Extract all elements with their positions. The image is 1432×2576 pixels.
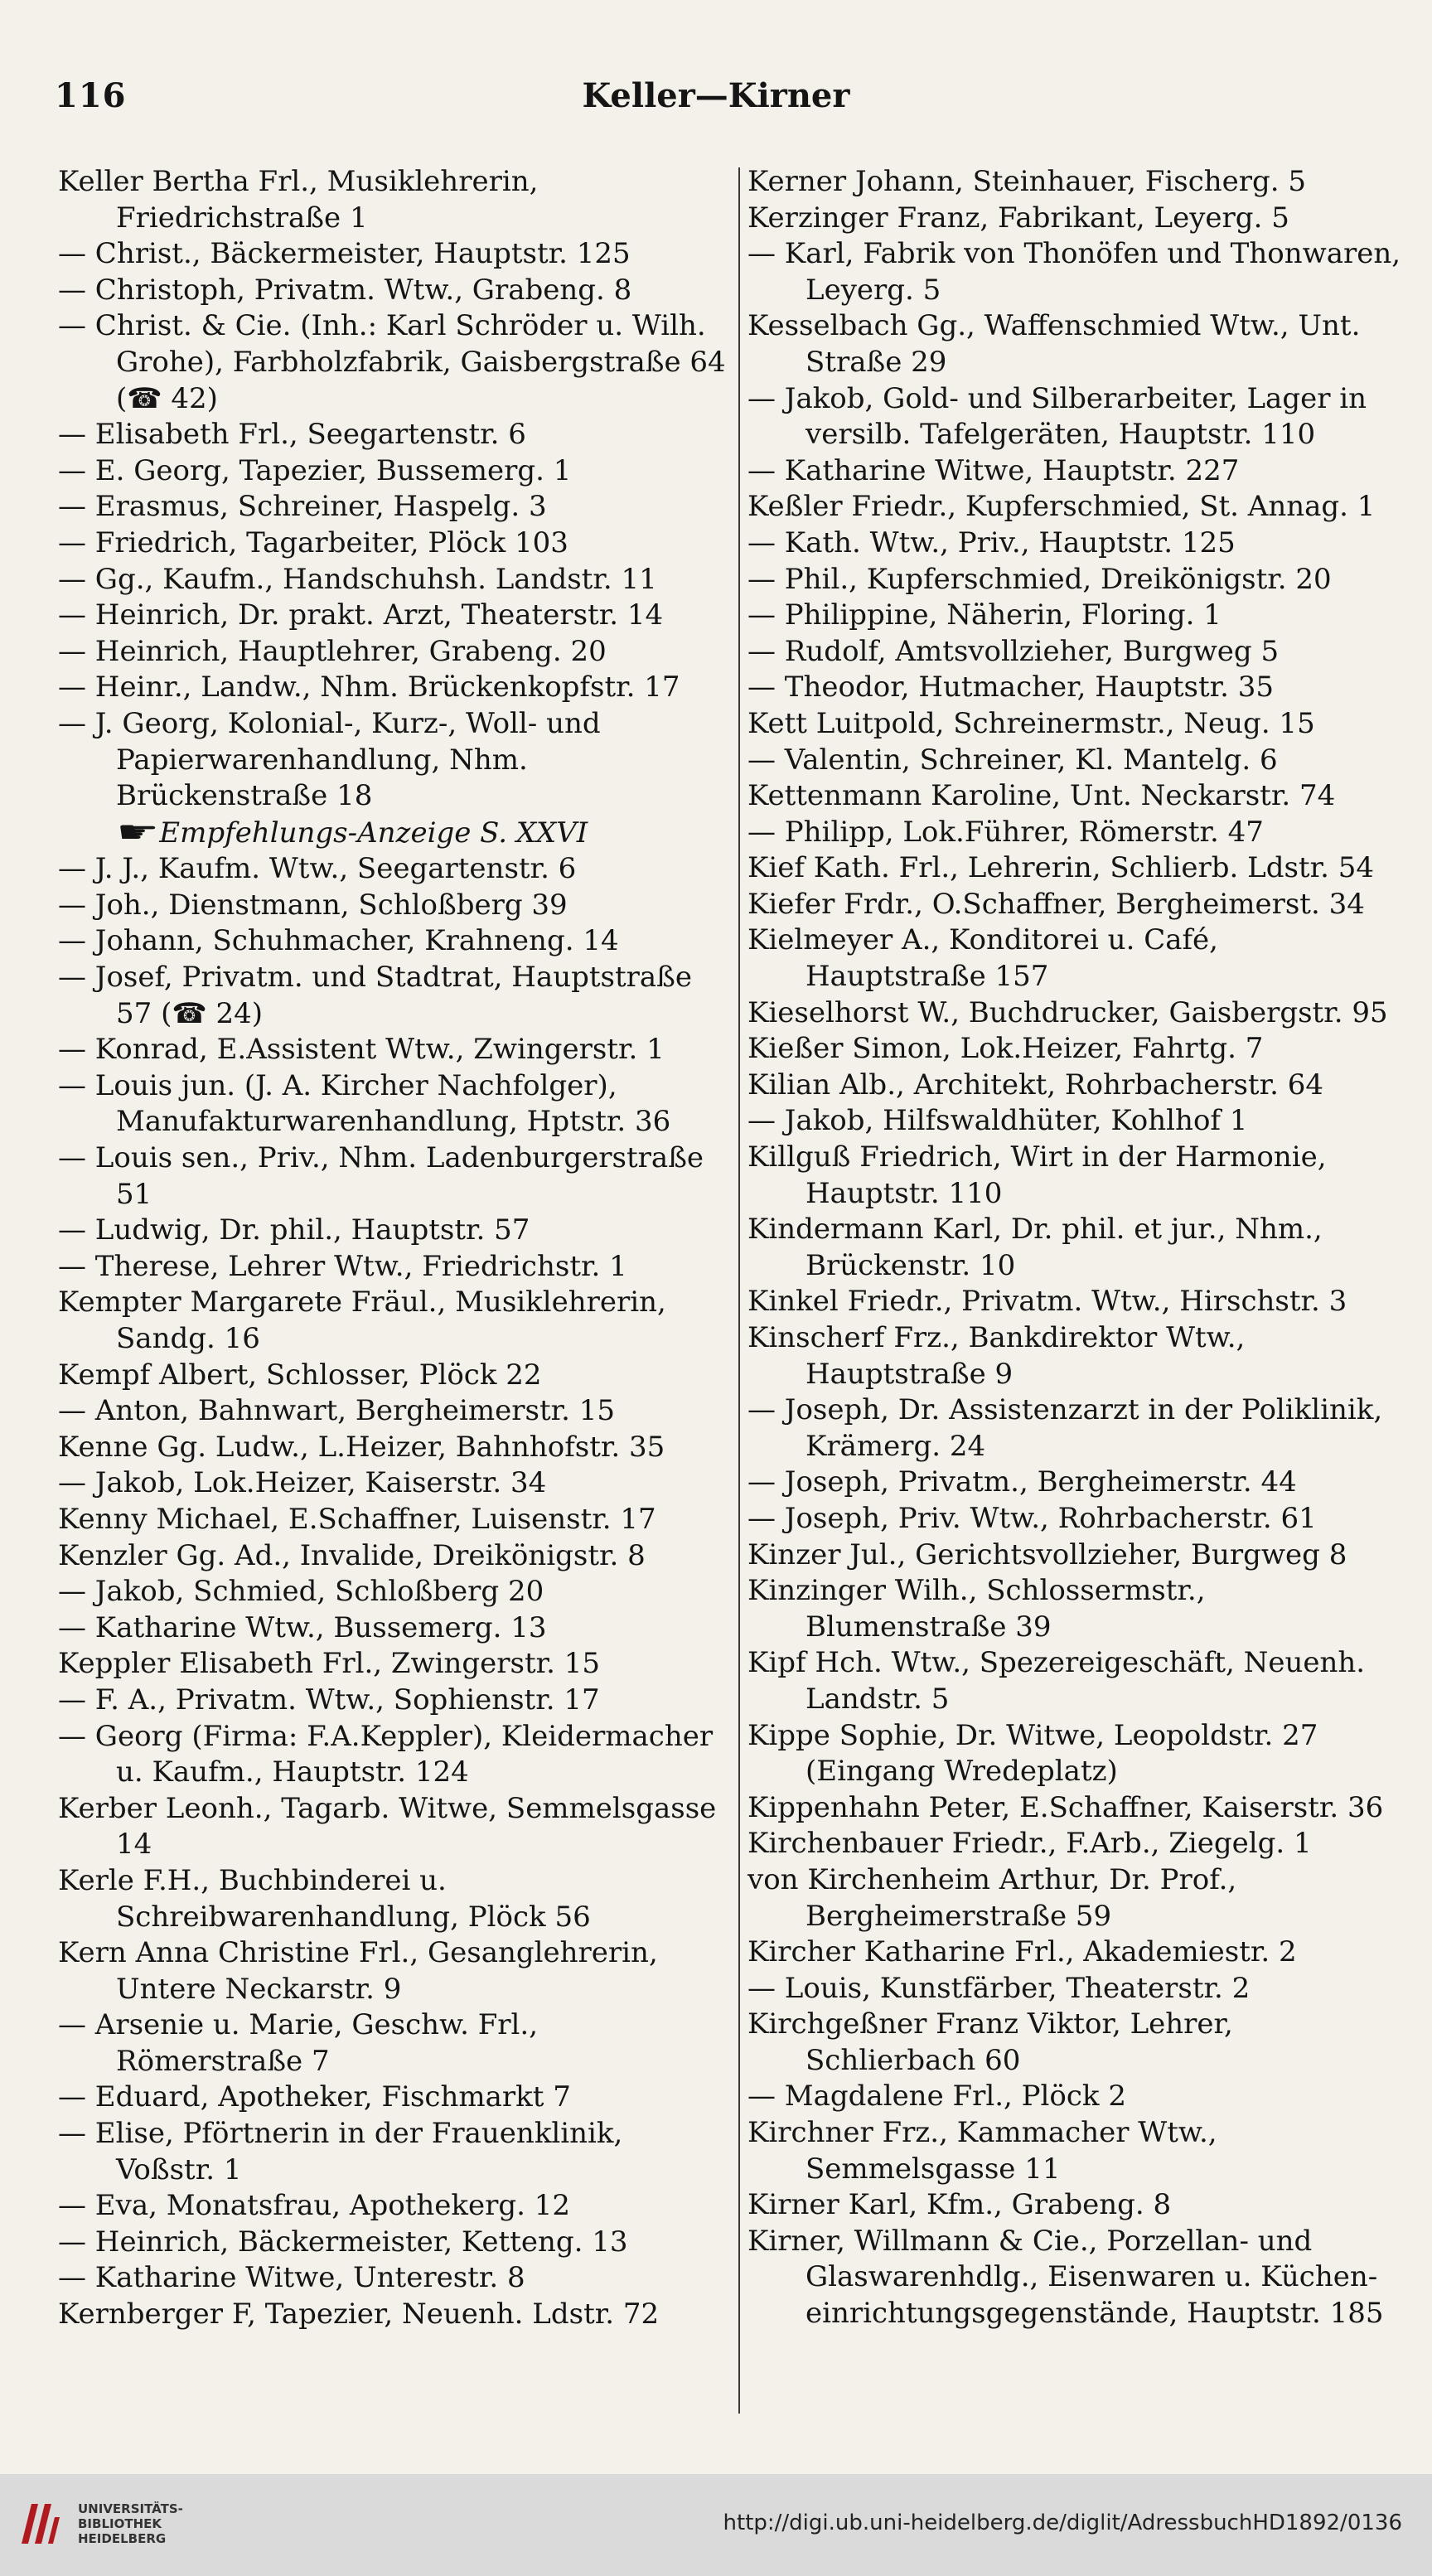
directory-entry: Keppler Elisabeth Frl., Zwingerstr. 15 — [58, 1647, 601, 1681]
directory-entry: Kernberger F, Tapezier, Neuenh. Ldstr. 72 — [58, 2298, 660, 2331]
directory-entry: Kiefer Frdr., O.Schaffner, Bergheimerst. 34 — [747, 887, 1365, 921]
directory-entry: — Johann, Schuhmacher, Krahneng. 14 — [58, 924, 619, 958]
directory-entry: — Jakob, Gold- und Silberarbeiter, Lager in versilb. Tafelgeräten, Hauptstr. 110 — [747, 381, 1367, 452]
directory-entry: — Therese, Lehrer Wtw., Friedrichstr. 1 — [58, 1249, 627, 1283]
page-header — [0, 76, 1432, 118]
directory-entry: — Ludwig, Dr. phil., Hauptstr. 57 — [58, 1213, 530, 1247]
library-name — [78, 2501, 183, 2546]
directory-entry: — Christ. & Cie. (Inh.: Karl Schröder u. Wilh. Grohe), Farbholzfabrik, Gaisbergstraße 64 (☎ 42) — [58, 309, 726, 415]
directory-entry: — Joseph, Dr. Assistenzarzt in der Poliklinik, Krämerg. 24 — [747, 1393, 1383, 1463]
directory-entry: — Georg (Firma: F.A.Keppler), Kleidermacher u. Kaufm., Hauptstr. 124 — [58, 1719, 714, 1789]
directory-entry: Kirchgeßner Franz Viktor, Lehrer, Schlierbach 60 — [747, 2007, 1233, 2077]
right-column — [747, 164, 1402, 2332]
directory-entry: Kenny Michael, E.Schaffner, Luisenstr. 17 — [58, 1502, 656, 1536]
directory-entry: — Karl, Fabrik von Thonöfen und Thonwaren, Leyerg. 5 — [747, 237, 1401, 307]
page-number: 116 — [55, 76, 127, 115]
directory-entry: — Elise, Pförtnerin in der Frauenklinik, Voßstr. 1 — [58, 2117, 623, 2186]
directory-entry: — Katharine Wtw., Bussemerg. 13 — [58, 1610, 547, 1644]
directory-entry: — Friedrich, Tagarbeiter, Plöck 103 — [58, 525, 568, 559]
directory-entry: Kenzler Gg. Ad., Invalide, Dreikönigstr. 8 — [58, 1538, 646, 1572]
directory-entry: Kieselhorst W., Buchdrucker, Gaisbergstr. 95 — [747, 995, 1388, 1029]
directory-entry: Kirner, Willmann & Cie., Porzellan- und Glaswarenhdlg., Eisenwaren u. Küchen-einrichtungsgegenstände, Hauptstr. 185 — [747, 2224, 1384, 2331]
directory-entry: Kinkel Friedr., Privatm. Wtw., Hirschstr. 3 — [747, 1285, 1347, 1319]
directory-entry: — Heinrich, Bäckermeister, Ketteng. 13 — [58, 2225, 628, 2259]
directory-entry: — Philipp, Lok.Führer, Römerstr. 47 — [747, 815, 1264, 849]
directory-entry: — Christoph, Privatm. Wtw., Grabeng. 8 — [58, 273, 632, 307]
directory-entry: — Joh., Dienstmann, Schloßberg 39 — [58, 888, 568, 922]
directory-entry: — Josef, Privatm. und Stadtrat, Hauptstraße 57 (☎ 24) — [58, 961, 692, 1030]
directory-entry: Kinzinger Wilh., Schlossermstr., Blumenstraße 39 — [747, 1574, 1206, 1644]
directory-entry: — Elisabeth Frl., Seegartenstr. 6 — [58, 418, 526, 452]
directory-entry: Kesselbach Gg., Waffenschmied Wtw., Unt. Straße 29 — [747, 309, 1361, 379]
directory-entry: — Rudolf, Amtsvollzieher, Burgweg 5 — [747, 634, 1280, 668]
library-name-line-1: UNIVERSITÄTS- — [78, 2501, 183, 2516]
directory-entry: Kircher Katharine Frl., Akademiestr. 2 — [747, 1935, 1297, 1969]
source-url[interactable]: http://digi.ub.uni-heidelberg.de/diglit/AdressbuchHD1892/0136 — [723, 2511, 1402, 2535]
library-name-line-3: HEIDELBERG — [78, 2531, 167, 2546]
directory-entry: — Joseph, Priv. Wtw., Rohrbacherstr. 61 — [747, 1501, 1317, 1535]
left-column — [58, 164, 729, 2333]
directory-entry: — Konrad, E.Assistent Wtw., Zwingerstr. 1 — [58, 1033, 665, 1067]
directory-entry: Kerber Leonh., Tagarb. Witwe, Semmelsgasse 14 — [58, 1791, 717, 1862]
directory-entry: — Katharine Witwe, Hauptstr. 227 — [747, 453, 1240, 487]
directory-entry: — Eduard, Apotheker, Fischmarkt 7 — [58, 2080, 571, 2114]
directory-entry: — Heinrich, Hauptlehrer, Grabeng. 20 — [58, 634, 607, 668]
directory-entry: — Magdalene Frl., Plöck 2 — [747, 2080, 1126, 2114]
directory-entry: Keßler Friedr., Kupferschmied, St. Annag. 1 — [747, 490, 1376, 524]
directory-entry: Kippe Sophie, Dr. Witwe, Leopoldstr. 27 (Eingang Wredeplatz) — [747, 1718, 1318, 1789]
directory-entry: Kett Luitpold, Schreinermstr., Neug. 15 — [747, 706, 1315, 740]
directory-entry: Kerle F.H., Buchbinderei u. Schreibwarenhandlung, Plöck 56 — [58, 1863, 591, 1934]
directory-entry: — Arsenie u. Marie, Geschw. Frl., Römerstraße 7 — [58, 2008, 539, 2078]
directory-entry: Kirchner Frz., Kammacher Wtw., Semmelsgasse 11 — [747, 2116, 1217, 2186]
directory-entry: Kippenhahn Peter, E.Schaffner, Kaiserstr. 36 — [747, 1790, 1384, 1824]
directory-entry: Kindermann Karl, Dr. phil. et jur., Nhm., Brückenstr. 10 — [747, 1213, 1323, 1282]
directory-entry: — Anton, Bahnwart, Bergheimerstr. 15 — [58, 1394, 615, 1428]
directory-entry: — Theodor, Hutmacher, Hauptstr. 35 — [747, 671, 1275, 705]
directory-entry: — Christ., Bäckermeister, Hauptstr. 125 — [58, 237, 631, 271]
directory-entry: von Kirchenheim Arthur, Dr. Prof., Bergheimerstraße 59 — [747, 1862, 1237, 1933]
directory-entry: Kipf Hch. Wtw., Spezereigeschäft, Neuenh. Landstr. 5 — [747, 1646, 1366, 1716]
pointing-hand-icon: ☛ — [116, 815, 159, 850]
directory-entry: — Heinr., Landw., Nhm. Brückenkopfstr. 17 — [58, 671, 680, 705]
column-divider — [738, 167, 740, 2414]
directory-entry: Kempter Margarete Fräul., Musiklehrerin, Sandg. 16 — [58, 1286, 666, 1355]
directory-entry: — Jakob, Lok.Heizer, Kaiserstr. 34 — [58, 1466, 547, 1500]
directory-entry: Kielmeyer A., Konditorei u. Café, Hauptstraße 157 — [747, 923, 1218, 994]
library-name-line-2: BIBLIOTHEK — [78, 2516, 162, 2531]
directory-entry: — Louis sen., Priv., Nhm. Ladenburgerstraße 51 — [58, 1141, 704, 1211]
advertisement-reference — [58, 815, 729, 852]
directory-entry: — E. Georg, Tapezier, Bussemerg. 1 — [58, 453, 572, 487]
directory-entry: — Kath. Wtw., Priv., Hauptstr. 125 — [747, 525, 1236, 559]
directory-entry: — Eva, Monatsfrau, Apothekerg. 12 — [58, 2189, 570, 2223]
directory-entry: Kempf Albert, Schlosser, Plöck 22 — [58, 1358, 542, 1392]
directory-entry: Kilian Alb., Architekt, Rohrbacherstr. 64 — [747, 1068, 1323, 1102]
directory-entry: Kinzer Jul., Gerichtsvollzieher, Burgweg 8 — [747, 1537, 1347, 1571]
directory-entry: Killguß Friedrich, Wirt in der Harmonie, Hauptstr. 110 — [747, 1140, 1327, 1210]
directory-entry: Kenne Gg. Ludw., L.Heizer, Bahnhofstr. 35 — [58, 1430, 665, 1464]
page-title: Keller—Kirner — [582, 76, 850, 115]
directory-entry: — Heinrich, Dr. prakt. Arzt, Theaterstr. 14 — [58, 598, 664, 632]
directory-entry: Kettenmann Karoline, Unt. Neckarstr. 74 — [747, 779, 1336, 813]
directory-entry: — J. J., Kaufm. Wtw., Seegartenstr. 6 — [58, 852, 577, 886]
university-library-logo-icon — [17, 2499, 63, 2549]
directory-entry: Kief Kath. Frl., Lehrerin, Schlierb. Ldstr. 54 — [747, 851, 1374, 885]
footer-bar — [0, 2474, 1432, 2576]
directory-entry: Kießer Simon, Lok.Heizer, Fahrtg. 7 — [747, 1032, 1264, 1066]
directory-entry: — Joseph, Privatm., Bergheimerstr. 44 — [747, 1465, 1297, 1499]
directory-entry: — Philippine, Näherin, Floring. 1 — [747, 598, 1222, 632]
directory-entry: — Jakob, Hilfswaldhüter, Kohlhof 1 — [747, 1104, 1248, 1138]
directory-entry: — Jakob, Schmied, Schloßberg 20 — [58, 1575, 544, 1609]
directory-entry: — Katharine Witwe, Unterestr. 8 — [58, 2261, 525, 2295]
directory-entry: — F. A., Privatm. Wtw., Sophienstr. 17 — [58, 1683, 600, 1717]
directory-entry: Kerzinger Franz, Fabrikant, Leyerg. 5 — [747, 201, 1289, 235]
directory-entry: Kirchenbauer Friedr., F.Arb., Ziegelg. 1 — [747, 1827, 1312, 1861]
directory-entry: — Valentin, Schreiner, Kl. Mantelg. 6 — [747, 743, 1278, 777]
directory-entry: Kirner Karl, Kfm., Grabeng. 8 — [747, 2188, 1172, 2222]
advertisement-text: Empfehlungs-Anzeige S. XXVI — [159, 816, 588, 850]
directory-entry: Kern Anna Christine Frl., Gesanglehrerin, Untere Neckarstr. 9 — [58, 1936, 658, 2006]
directory-entry: — Phil., Kupferschmied, Dreikönigstr. 20 — [747, 562, 1332, 596]
directory-entry: — Louis, Kunstfärber, Theaterstr. 2 — [747, 1971, 1251, 2005]
directory-entry: Kinscherf Frz., Bankdirektor Wtw., Hauptstraße 9 — [747, 1321, 1246, 1391]
directory-entry: — Gg., Kaufm., Handschuhsh. Landstr. 11 — [58, 562, 657, 596]
directory-entry: — Erasmus, Schreiner, Haspelg. 3 — [58, 490, 547, 524]
directory-entry: — Louis jun. (J. A. Kircher Nachfolger), Manufakturwarenhandlung, Hptstr. 36 — [58, 1068, 671, 1139]
directory-entry: Keller Bertha Frl., Musiklehrerin, Friedrichstraße 1 — [58, 165, 539, 235]
directory-entry: Kerner Johann, Steinhauer, Fischerg. 5 — [747, 165, 1307, 198]
directory-entry: — J. Georg, Kolonial-, Kurz-, Woll- und Papierwarenhandlung, Nhm. Brückenstraße 18 — [58, 706, 601, 813]
